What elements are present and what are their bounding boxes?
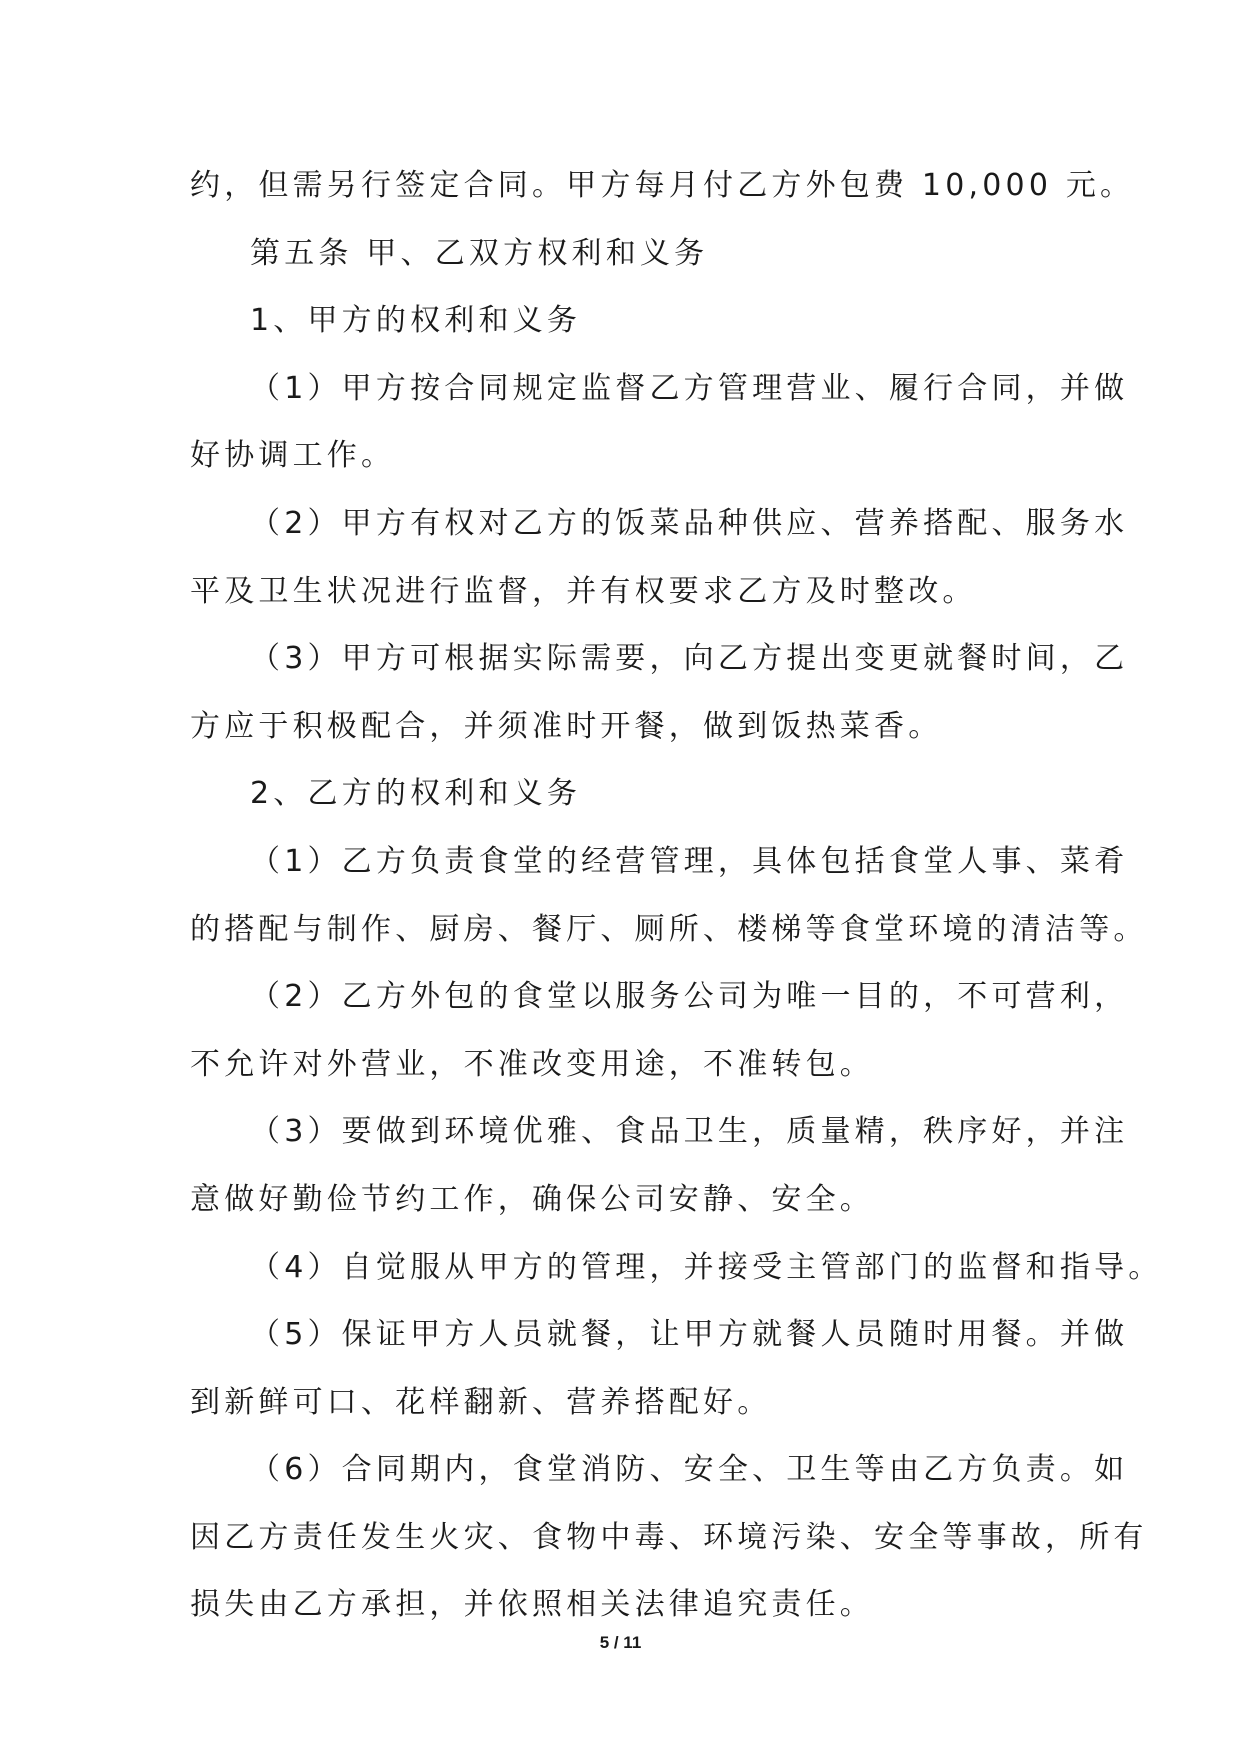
text-line: 1、甲方的权利和义务 — [250, 303, 582, 339]
text-line: 2、乙方的权利和义务 — [250, 776, 582, 812]
text-line: 到新鲜可口、花样翻新、营养搭配好。 — [190, 1384, 772, 1420]
text-line: （4）自觉服从甲方的管理，并接受主管部门的监督和指导。 — [250, 1249, 1163, 1285]
text-line: 因乙方责任发生火灾、食物中毒、环境污染、安全等事故，所有 — [190, 1519, 1148, 1555]
text-line: 平及卫生状况进行监督，并有权要求乙方及时整改。 — [190, 573, 977, 609]
text-line: （2）甲方有权对乙方的饭菜品种供应、营养搭配、服务水 — [250, 505, 1129, 541]
text-line: （1）甲方按合同规定监督乙方管理营业、履行合同，并做 — [250, 370, 1129, 406]
text-line: 损失由乙方承担，并依照相关法律追究责任。 — [190, 1587, 874, 1623]
text-line: 第五条 甲、乙双方权利和义务 — [250, 235, 709, 271]
text-line: （3）甲方可根据实际需要，向乙方提出变更就餐时间，乙 — [250, 641, 1129, 677]
text-line: （6）合同期内，食堂消防、安全、卫生等由乙方负责。如 — [250, 1452, 1129, 1488]
text-line: （2）乙方外包的食堂以服务公司为唯一目的，不可营利， — [250, 979, 1129, 1015]
text-line: 方应于积极配合，并须准时开餐，做到饭热菜香。 — [190, 708, 943, 744]
text-line: 不允许对外营业，不准改变用途，不准转包。 — [190, 1046, 874, 1082]
page-number: 5 / 11 — [599, 1633, 642, 1652]
text-line: （3）要做到环境优雅、食品卫生，质量精，秩序好，并注 — [250, 1114, 1129, 1150]
document-body — [190, 152, 1163, 1639]
text-line: （1）乙方负责食堂的经营管理，具体包括食堂人事、菜肴 — [250, 843, 1129, 879]
text-line: 好协调工作。 — [190, 438, 396, 474]
text-line: 的搭配与制作、厨房、餐厅、厕所、楼梯等食堂环境的清洁等。 — [190, 911, 1148, 947]
text-line: 意做好勤俭节约工作，确保公司安静、安全。 — [190, 1181, 874, 1217]
text-line: （5）保证甲方人员就餐，让甲方就餐人员随时用餐。并做 — [250, 1317, 1129, 1353]
text-line: 约，但需另行签定合同。甲方每月付乙方外包费 10,000 元。 — [190, 168, 1135, 203]
